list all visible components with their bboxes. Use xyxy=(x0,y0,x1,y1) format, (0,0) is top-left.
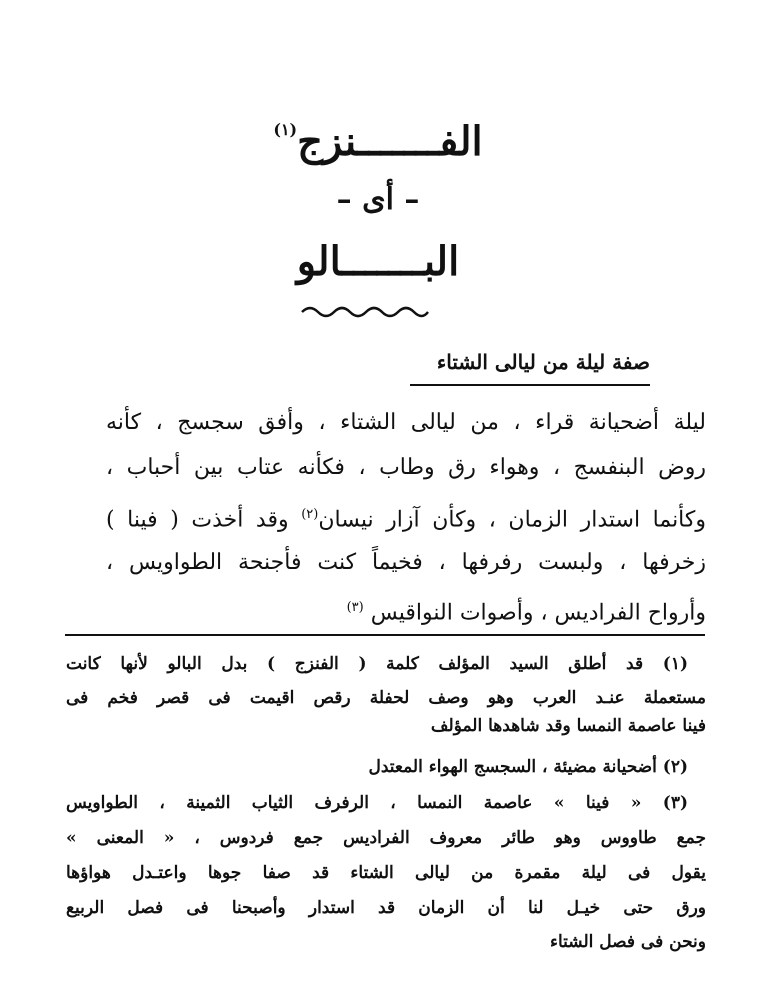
footnote-line: (١) قد أطلق السيد المؤلف كلمة ( الفنزج ) بدل البالو لأنها كانت xyxy=(66,654,688,674)
body-line-text: وأرواح الفراديس ، وأصوات النواقيس xyxy=(370,600,706,626)
body-line xyxy=(106,593,706,628)
title-line-2: – أى – xyxy=(336,182,420,217)
body-line: زخرفها ، ولبست رفرفها ، فخيماً كنت فأجنحة الطواويس ، xyxy=(106,550,706,575)
ornament-divider xyxy=(300,300,430,320)
footnote-line: مستعملة عنـد العرب وهو وصف لحفلة رقص اقيمت فى قصر فخم فى xyxy=(66,688,706,708)
footnote-separator xyxy=(65,634,705,636)
section-heading: صفة ليلة من ليالى الشتاء xyxy=(436,350,650,374)
body-line-text: وكأنما استدار الزمان ، وكأن آزار نيسان xyxy=(318,507,706,533)
title-main: الفـــــــنزج xyxy=(297,118,483,165)
title-footnote-marker: (١) xyxy=(273,120,298,139)
heading-underline xyxy=(410,384,650,386)
footnote-line: ورق حتى خيـل لنا أن الزمان قد استدار وأصبحنا فى فصل الربيع xyxy=(66,898,706,918)
footnote-line: فينا عاصمة النمسا وقد شاهدها المؤلف xyxy=(430,716,706,736)
footnote-marker: (٣) xyxy=(346,600,364,615)
body-line xyxy=(106,500,706,535)
body-line: روض البنفسج ، وهواء رق وطاب ، فكأنه عتاب بين أحباب ، xyxy=(106,455,706,480)
body-line-tail: وقد أخذت ( فينا ) xyxy=(106,507,289,533)
footnote-line: جمع طاووس وهو طائر معروف الفراديس جمع فردوس ، « المعنى » xyxy=(66,828,706,848)
body-line: ليلة أضحيانة قراء ، من ليالى الشتاء ، وأفق سجسج ، كأنه xyxy=(106,410,706,435)
title-line-1 xyxy=(248,118,508,165)
footnote-line: (٢) أضحيانة مضيئة ، السجسج الهواء المعتدل xyxy=(368,757,688,777)
footnote-line: ونحن فى فصل الشتاء xyxy=(549,932,706,952)
footnote-line: يقول فى ليلة مقمرة من ليالى الشتاء قد صفا جوها واعتـدل هواؤها xyxy=(66,863,706,883)
footnote-marker: (٢) xyxy=(301,507,319,522)
footnote-line: (٣) « فينا » عاصمة النمسا ، الرفرف الثياب الثمينة ، الطواويس xyxy=(66,793,688,813)
title-line-3: البـــــــالو xyxy=(296,238,460,285)
